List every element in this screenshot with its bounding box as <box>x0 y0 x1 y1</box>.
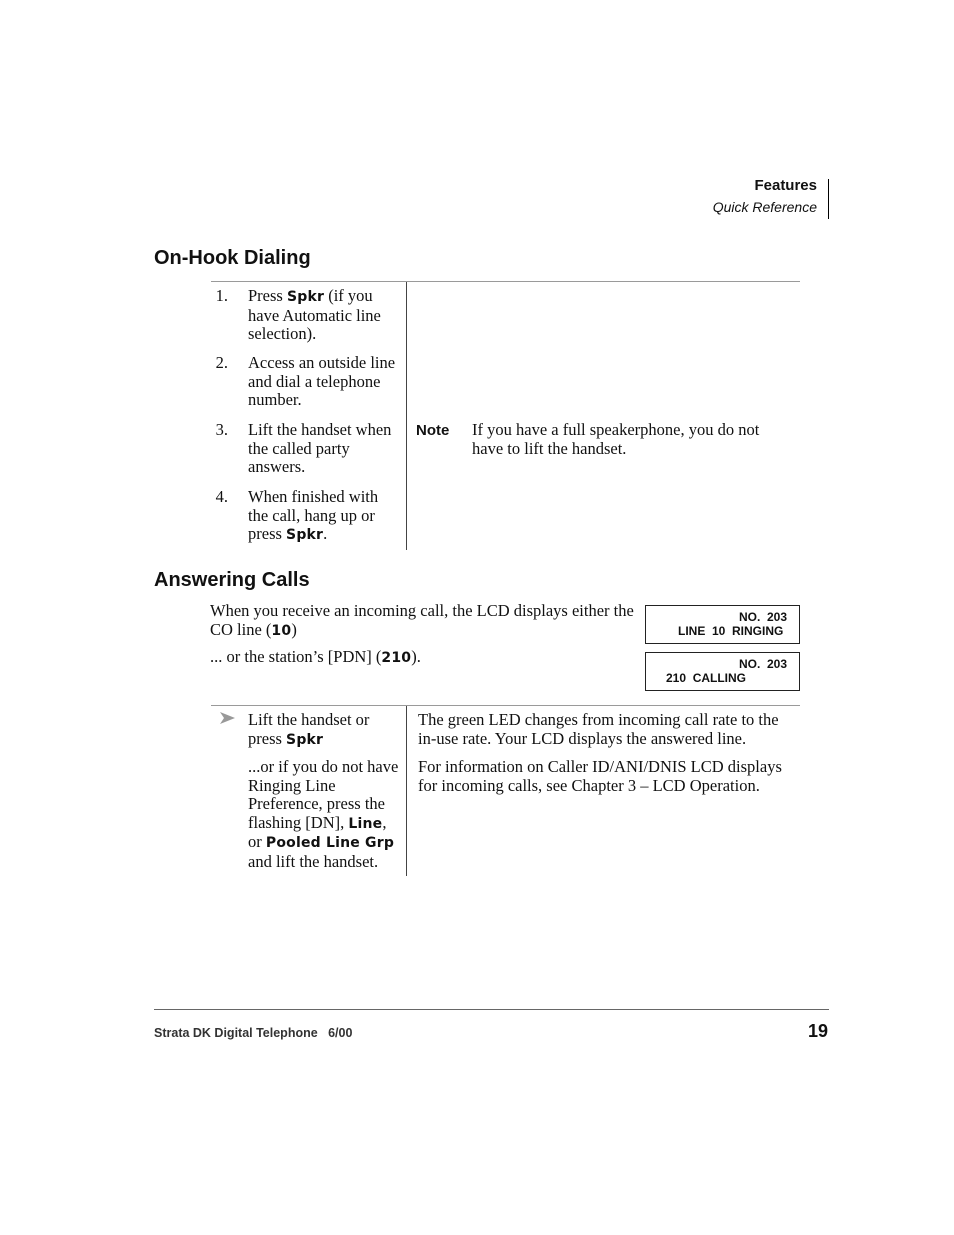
column-divider <box>406 282 407 550</box>
station-intro: ... or the station’s [PDN] (210). <box>210 647 421 666</box>
page-number: 19 <box>807 1021 828 1041</box>
step-number: 2. <box>215 353 228 372</box>
running-header-title: Features <box>754 177 817 194</box>
answer-action: Lift the handset or press Spkr <box>248 710 370 748</box>
step-text: Access an outside line and dial a telephone number. <box>248 353 396 409</box>
step-text: Lift the handset when the called party answers. <box>248 420 392 476</box>
running-header-bar <box>828 179 829 219</box>
lcd-line-2: LINE 10 RINGING <box>678 624 784 638</box>
lcd-line-1: NO. 203 <box>738 610 787 624</box>
step-number: 4. <box>215 487 228 506</box>
spkr-key: Spkr <box>286 731 324 748</box>
spkr-key: Spkr <box>286 289 325 305</box>
answer-info: For information on Caller ID/ANI/DNIS LCD displays for incoming calls, see Chapter 3 – LCD Operation. <box>418 757 782 795</box>
lcd-line-1: NO. 203 <box>738 657 787 671</box>
arrow-bullet-icon <box>219 710 237 726</box>
spkr-key: Spkr <box>286 527 324 543</box>
line-key: Line <box>348 815 383 832</box>
pooled-line-grp-key: Pooled Line Grp <box>265 835 395 851</box>
lcd-display-line-ringing <box>645 605 800 644</box>
step-text: When finished with the call, hang up or press Spkr. <box>248 487 379 543</box>
incoming-intro: When you receive an incoming call, the LCD displays either the CO line (10) <box>210 601 634 639</box>
lcd-display-station-calling <box>645 652 800 691</box>
pdn-number: 210 <box>381 650 412 666</box>
column-divider <box>406 706 407 876</box>
answer-result: The green LED changes from incoming call rate to the in-use rate. Your LCD displays the answered line. <box>418 710 779 748</box>
step-number: 3. <box>215 420 228 439</box>
note-label: Note <box>416 422 450 439</box>
step-text: Press Spkr (if you have Automatic line selection). <box>248 286 381 343</box>
section-rule <box>211 705 800 706</box>
section-heading-answering: Answering Calls <box>154 569 310 591</box>
co-line-number: 10 <box>271 622 292 639</box>
running-header-subtitle: Quick Reference <box>712 199 817 215</box>
lcd-line-2: 210 CALLING <box>666 671 747 685</box>
section-rule <box>211 281 800 282</box>
footer-title: Strata DK Digital Telephone 6/00 <box>154 1026 353 1040</box>
answer-alternative: ...or if you do not have Ringing Line Preference, press the flashing [DN], Line, or Pooled Line Grp and lift the handset. <box>248 757 399 871</box>
section-heading-onhook: On-Hook Dialing <box>154 247 311 269</box>
step-number: 1. <box>215 286 228 305</box>
footer-rule <box>154 1009 829 1010</box>
note-text: If you have a full speakerphone, you do not have to lift the handset. <box>472 420 760 458</box>
